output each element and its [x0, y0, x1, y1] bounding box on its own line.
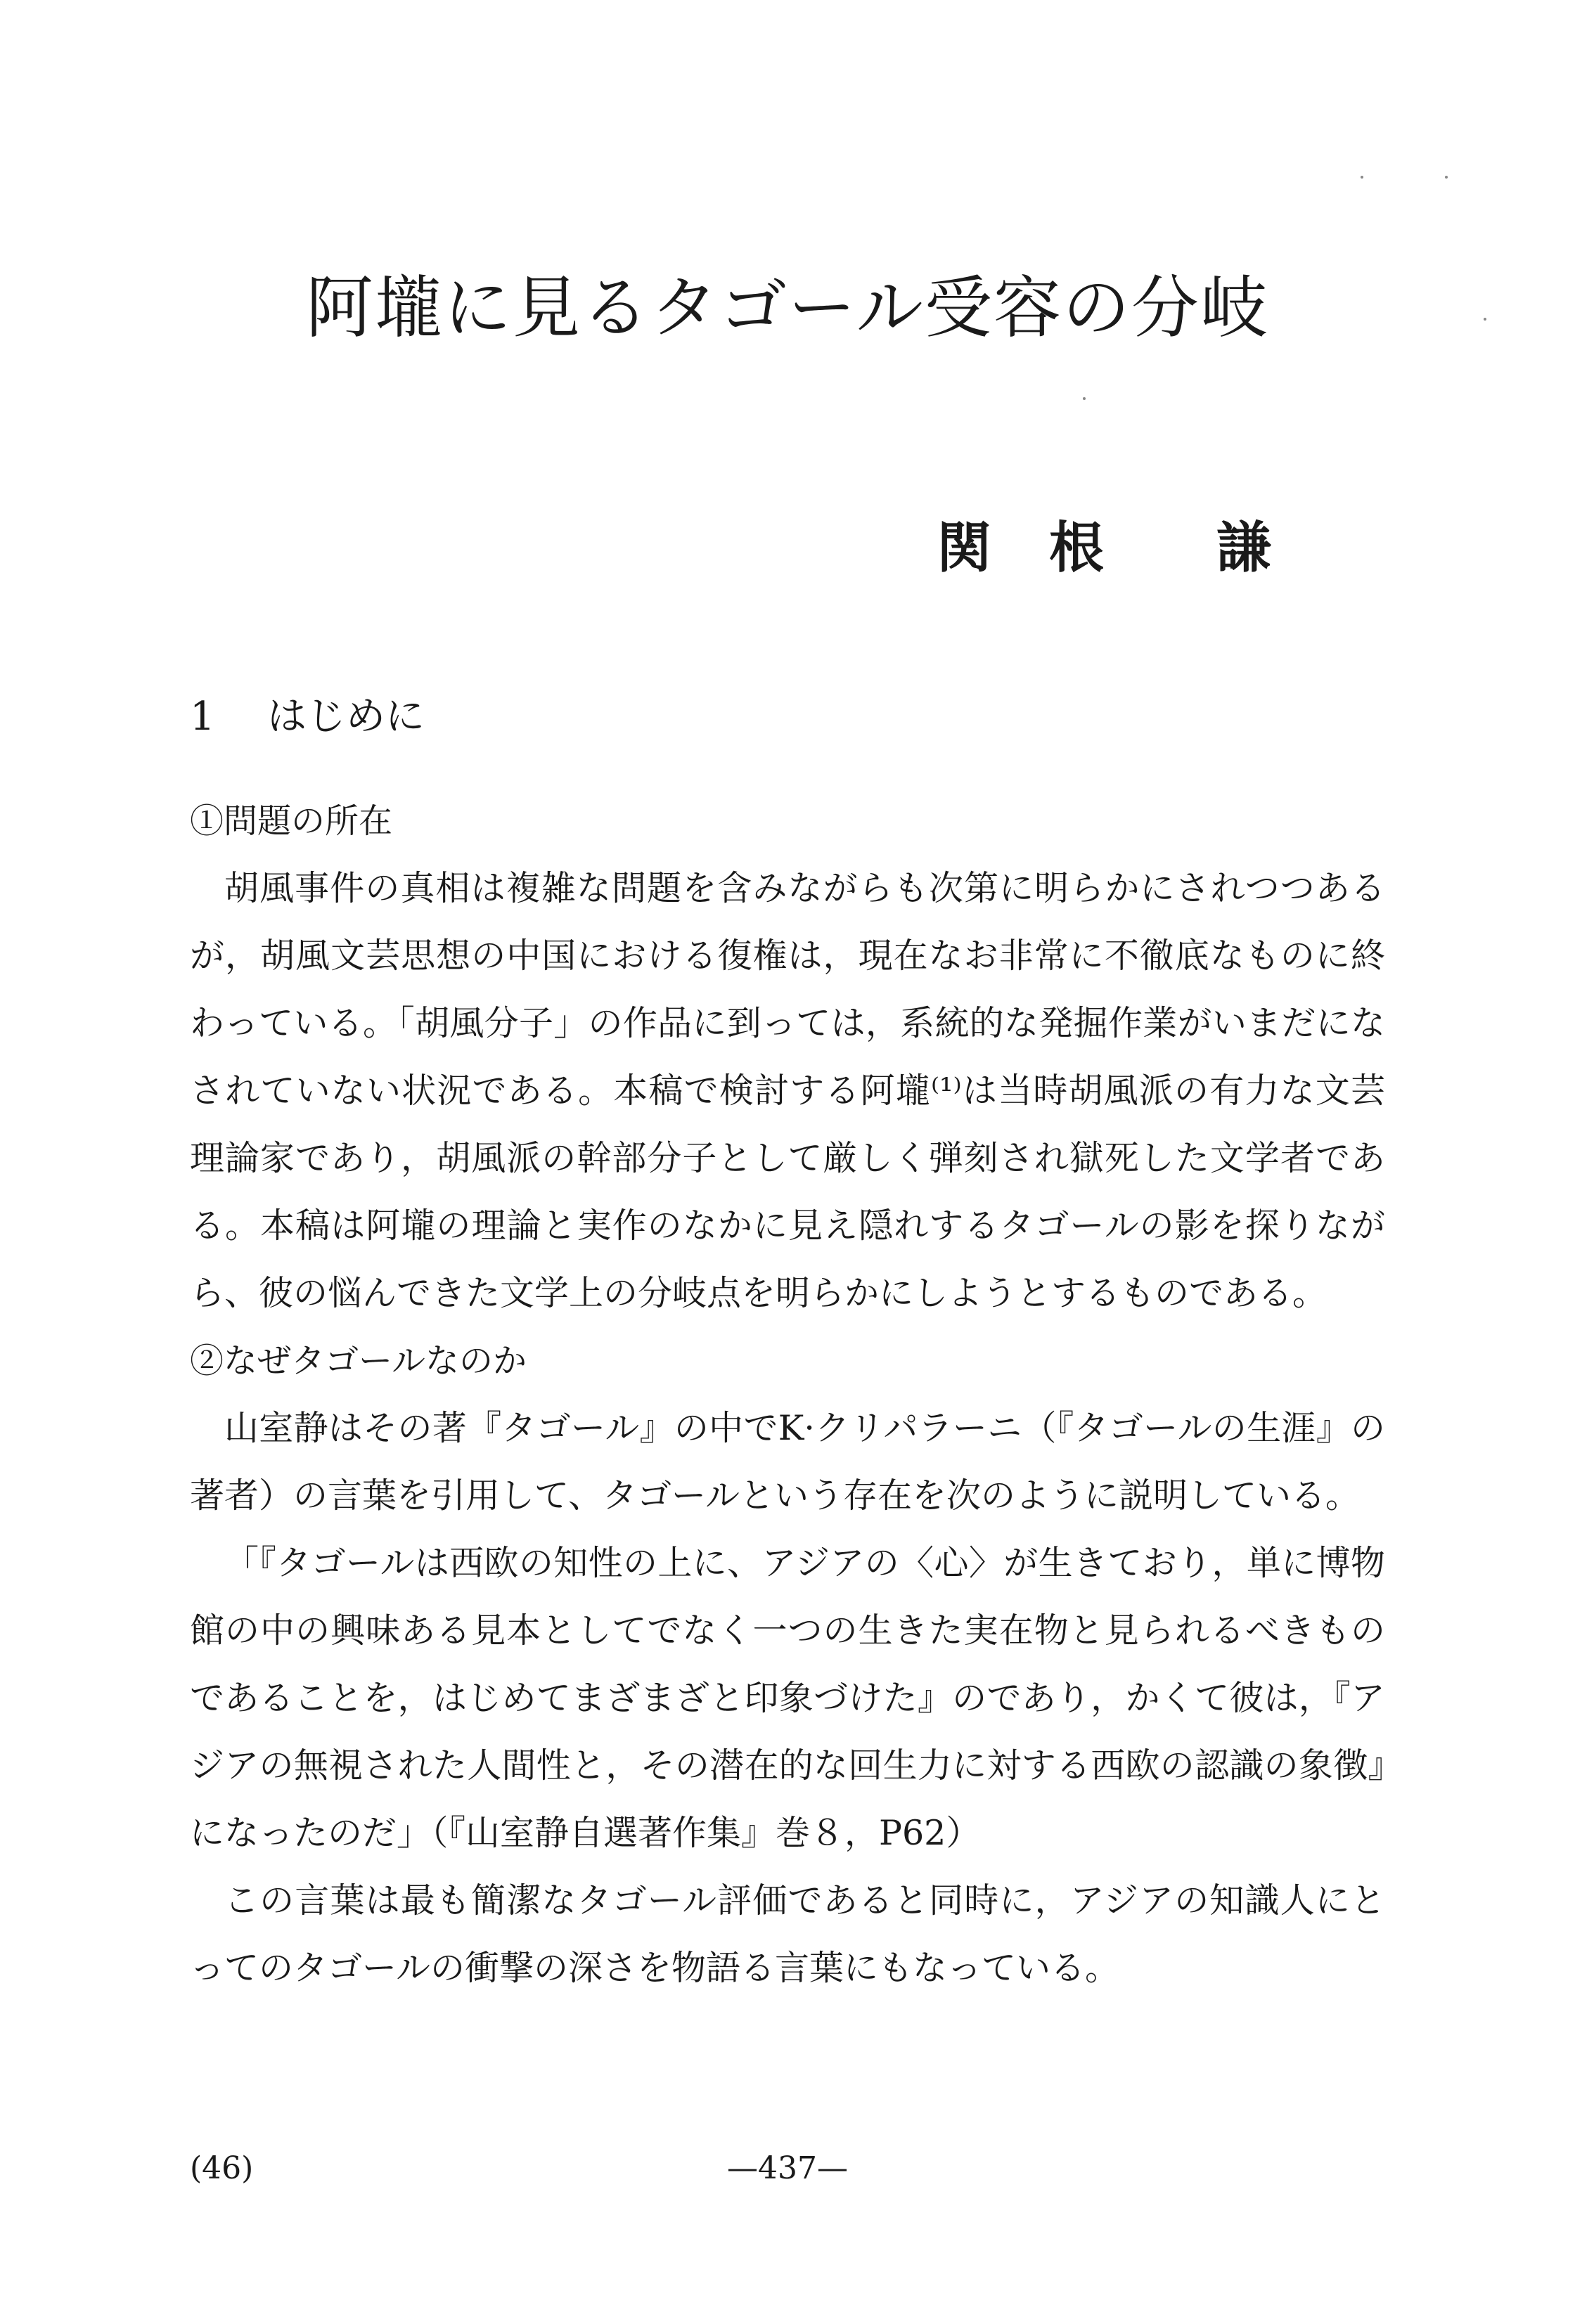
scan-speck [1361, 176, 1363, 179]
scan-speck [1083, 397, 1086, 400]
section-title: はじめに [267, 694, 425, 740]
paragraph: この言葉は最も簡潔なタゴール評価であると同時に，アジアの知識人にとってのタゴールの衝撃の深さを物語る言葉にもなっている。 [190, 1880, 1385, 1988]
author-family-char-1: 関 [937, 516, 992, 580]
paper-title: 阿壠に見るタゴール受容の分岐 [305, 269, 1270, 347]
paragraph: 山室静はその著『タゴール』の中でK·クリパラーニ（『タゴールの生涯』の著者）の言葉を引用して、タゴールという存在を次のように説明している。 [190, 1408, 1385, 1516]
body-text [190, 787, 1385, 2002]
author-family-char-2: 根 [1049, 516, 1105, 580]
footer-page-number: —437— [727, 2150, 848, 2186]
subsection-problem [190, 787, 1385, 1327]
section-heading [190, 689, 425, 745]
paragraph: 胡風事件の真相は複雑な問題を含みながらも次第に明らかにされつつあるが，胡風文芸思想の中国における復権は，現在なお非常に不徹底なものに終わっている。「胡風分子」の作品に到っては，系統的な発掘作業がいまだになされていない状況である。本稿で検討する阿壠⁽¹⁾は当時胡風派の有力な文芸理論家であり，胡風派の幹部分子として厳しく弾刻され獄死した文学者である。本稿は阿壠の理論と実作のなかに見え隠れするタゴールの影を探りながら、彼の悩んできた文学上の分岐点を明らかにしようとするものである。 [190, 868, 1385, 1313]
subsection-why-tagore [190, 1327, 1385, 2002]
footer-page-number-original: (46) [190, 2150, 254, 2186]
author-given-name: 謙 [1216, 516, 1272, 580]
subsection-heading: ②なぜタゴールなのか [190, 1341, 527, 1381]
scan-speck [1484, 318, 1486, 321]
subsection-heading: ①問題の所在 [190, 801, 393, 841]
scan-speck [1445, 176, 1448, 179]
section-number: 1 [190, 694, 215, 740]
quotation-paragraph: 「『タゴールは西欧の知性の上に、アジアの〈心〉が生きており，単に博物館の中の興味ある見本としてでなく一つの生きた実在物と見られるべきものであることを，はじめてまざまざと印象づけた』のであり，かくて彼は，『アジアの無視された人間性と，その潜在的な回生力に対する西欧の認識の象徴』になったのだ」（『山室静自選著作集』巻８，P62） [190, 1543, 1385, 1853]
